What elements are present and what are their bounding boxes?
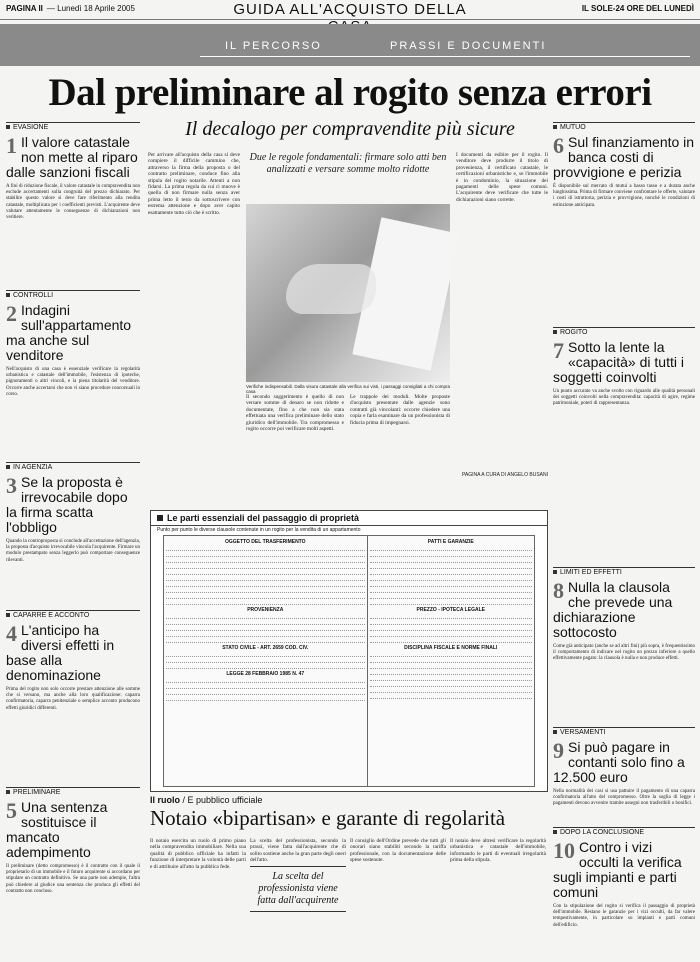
article-title: Sul finanziamento in banca costi di provvigione e perizia: [553, 134, 695, 180]
article-1: [6, 122, 140, 221]
article-body: Il preliminare (detto compromesso) è il contratto con il quale il proprietario di un immobile e il futuro acquirente si accordano per stipulare un contratto definitivo. Se una parte non adempie, l'altra può chiedere al giudice una sentenza che produca gli effetti del contratto non concluso.: [6, 864, 140, 894]
article-kicker: PRELIMINARE: [6, 787, 140, 796]
article-10: [553, 827, 695, 929]
article-4: [6, 610, 140, 712]
article-body: Prima del rogito non solo occorre prestare attenzione alle somme che si versano, ma anche alla loro qualificazione: caparra confirmatoria, caparra penitenziale o semplice acconto producono effetti giuridici differenti.: [6, 687, 140, 711]
form-section-heading: PROVENIENZA: [247, 607, 284, 613]
article-kicker: CAPARRE E ACCONTO: [6, 610, 140, 619]
article-8: [553, 567, 695, 663]
intro-subhead: Due le regole fondamentali: firmare solo atti ben analizzati e versare somme molto ridotte: [249, 152, 447, 175]
article-body: Nell'acquisto di una casa è essenziale verificare la regolarità urbanistica e catastale dell'immobile, l'esistenza di ipoteche, pignoramenti o altri vincoli, e la piena titolarità del venditore. Occorre anche accertarsi che non vi siano procedure concorsuali in corso.: [6, 367, 140, 397]
article-number: 7: [553, 338, 564, 363]
article-kicker: EVASIONE: [6, 122, 140, 131]
article-title: Nulla la clausola che prevede una dichiarazione sottocosto: [553, 579, 673, 640]
photo-hand: [286, 264, 376, 314]
article-title: Indagini sull'appartamento ma anche sul venditore: [6, 302, 132, 363]
byline: PAGINA A CURA DI ANGELO BUSANI: [461, 472, 548, 478]
deed-form-right: [368, 536, 535, 786]
notary-kicker: Il ruolo / E pubblico ufficiale: [150, 795, 263, 805]
article-title: Una sentenza sostituisce il mancato adempimento: [6, 799, 108, 860]
main-article-col-4: I documenti da esibire per il rogito. Il venditore deve produrre il titolo di provenienza, il certificato catastale, le certificazioni urbanistiche e, se l'immobile è in condominio, la situazione dei pagamenti delle spese comuni. L'acquirente deve verificare che tutte le dichiarazioni siano corrette.: [456, 152, 548, 203]
deed-form: [163, 535, 535, 787]
infobox-subtitle: Punto per punto le diverse clausole contenute in un rogito per la vendita di un appartamento: [157, 527, 361, 533]
article-body: Con la stipulazione del rogito si verifica il passaggio di proprietà dell'immobile. Restano le garanzie per i vizi occulti, da far valere tempestivamente, in particolare su impianti e parti comuni dell'edificio.: [553, 904, 695, 928]
form-section-heading: PATTI E GARANZIE: [427, 539, 474, 545]
article-body: Un punto accurato va anche svolto con riguardo alle qualità personali dei soggetti coinvolti nella compravendita: capacità di agire, regime patrimoniale, poteri di rappresentanza.: [553, 389, 695, 407]
photo-caption: Verifiche indispensabili. Dalla visura catastale alla verifica sui visti, i passaggi consigliati a chi compra casa: [246, 384, 450, 394]
infobox-title: Le parti essenziali del passaggio di proprietà: [151, 511, 547, 526]
notary-col-1: Il notaio esercita un ruolo di primo piano nella compravendita immobiliare. Nella sua qualità di pubblico ufficiale ha infatti la funzione di interpretare la volontà delle parti e di attribuire all'atto la pubblica fede.: [150, 838, 246, 870]
article-body: È disponibile sul mercato di mutui a basso tasso e a durata anche lunghissima. Prima di firmare conviene confrontare le offerte, valutare i costi di istruttoria, perizia e provvigione, nonché le condizioni di estinzione anticipata.: [553, 184, 695, 208]
article-number: 3: [6, 473, 17, 498]
article-3: [6, 462, 140, 564]
article-body: A fini di riduzione fiscale, il valore catastale in compravendita non esclude accertamenti sulla congruità del prezzo dichiarato. Per stabilire questo valore si deve fare riferimento alla rendita catastale, moltiplicata per i coefficienti previsti. L'acquirente deve valutare attentamente le conseguenze di dichiarazioni non veritiere.: [6, 184, 140, 221]
notary-title: Notaio «bipartisan» e garante di regolarità: [150, 806, 506, 830]
article-body: Come già anticipato (anche se ad altri fini) più sopra, è frequentissimo il comportamento di indicare nel rogito un prezzo inferiore a quello effettivamente pagato: la clausola è nulla e non produce effetti.: [553, 644, 695, 662]
article-number: 4: [6, 621, 17, 646]
article-2: [6, 290, 140, 398]
main-article-col-3: Le trappole dei moduli. Molte proposte d'acquisto presentate dalle agenzie sono contratti già vincolanti: occorre chiedere una copia e farla esaminare da un professionista di fiducia prima di impegnarsi.: [350, 394, 450, 426]
main-article-col-1: Per arrivare all'acquisto della casa si deve compiere il difficile cammino che, attraverso la firma della proposta o del contratto preliminare, conduce fino alla stipula del rogito notarile. Attenti a non fidarsi. La prima regola da cui ci muove è quella di non firmare nulla senza aver prima letto il testo da sottoscrivere con estrema attenzione e dopo aver capito esattamente tutto ciò che è scritto.: [148, 152, 240, 216]
article-number: 9: [553, 738, 564, 763]
article-number: 6: [553, 133, 564, 158]
article-title: Contro i vizi occulti la verifica sugli impianti e parti comuni: [553, 839, 682, 900]
deck: Il decalogo per compravendite più sicure: [185, 118, 515, 140]
banner-label-left: IL PERCORSO: [225, 40, 322, 52]
article-kicker: DOPO LA CONCLUSIONE: [553, 827, 695, 836]
article-kicker: CONTROLLI: [6, 290, 140, 299]
article-7: [553, 327, 695, 408]
form-section-heading: LEGGE 28 FEBBRAIO 1985 N. 47: [226, 671, 305, 677]
notary-col-3: Il consiglio dell'Ordine prevede che tutti gli onorari siano stabiliti secondo la tariffa professionale, con la documentazione delle spese sostenute.: [350, 838, 446, 864]
main-photo: [246, 204, 450, 382]
notary-article-head: [150, 795, 548, 831]
article-kicker: VERSAMENTI: [553, 727, 695, 736]
headline: Dal preliminare al rogito senza errori: [48, 71, 652, 114]
issue-date: — Lunedì 18 Aprile 2005: [46, 4, 135, 13]
page-number: PAGINA II — Lunedì 18 Aprile 2005: [6, 4, 135, 13]
article-title: L'anticipo ha diversi effetti in base alla denominazione: [6, 622, 115, 683]
form-section-heading: OGGETTO DEL TRASFERIMENTO: [224, 539, 306, 545]
newspaper-name: IL SOLE-24 ORE DEL LUNEDÌ: [581, 4, 694, 13]
article-6: [553, 122, 695, 209]
article-kicker: LIMITI ED EFFETTI: [553, 567, 695, 576]
notary-col-4: Il notaio deve altresì verificare la regolarità urbanistica e catastale dell'immobile, informando le parti di eventuali irregolarità prima della stipula.: [450, 838, 546, 864]
form-section-heading: PREZZO - IPOTECA LEGALE: [416, 607, 485, 613]
banner-label-right: PRASSI E DOCUMENTI: [390, 40, 547, 52]
article-kicker: ROGITO: [553, 327, 695, 336]
top-bar: [0, 0, 700, 20]
main-article-col-2: Il secondo suggerimento è quello di non versare somme di denaro se non ridotte e documentate, fino a che non sia stata effettuata una verifica preliminare dello stato giuridico dell'immobile. Tra compromesso e rogito occorre poi verificare molti aspetti.: [246, 394, 344, 433]
section-banner: [0, 24, 700, 66]
section-title: GUIDA ALL'ACQUISTO DELLA: [233, 1, 467, 18]
article-number: 2: [6, 301, 17, 326]
article-kicker: MUTUO: [553, 122, 695, 131]
article-9: [553, 727, 695, 808]
article-title: Il valore catastale non mette al riparo dalle sanzioni fiscali: [6, 134, 138, 180]
notary-col-2: La scelta del professionista, secondo la prassi, viene fatta dall'acquirente che di solito sostiene anche la gran parte degli oneri dell'atto.: [250, 838, 346, 862]
article-title: Si può pagare in contanti solo fino a 12.500 euro: [553, 739, 685, 785]
article-kicker: IN AGENZIA: [6, 462, 140, 471]
article-title: Se la proposta è irrevocabile dopo la firma scatta l'obbligo: [6, 474, 128, 535]
form-section-heading: DISCIPLINA FISCALE E NORME FINALI: [404, 645, 498, 651]
banner-rule: [200, 56, 690, 57]
notary-article-body: [150, 838, 548, 958]
article-5: [6, 787, 140, 895]
article-number: 1: [6, 133, 17, 158]
article-number: 10: [553, 838, 575, 863]
article-number: 8: [553, 578, 564, 603]
article-body: Nella normalità dei casi si usa pattuire il pagamento di una caparra confirmatoria all'atto del compromesso. Oltre la soglia di legge i pagamenti devono avvenire tramite assegni non trasferibili o bonifici.: [553, 789, 695, 807]
deed-form-left: [164, 536, 368, 786]
notary-pullquote: La scelta del professionista viene fatta dall'acquirente: [250, 866, 346, 912]
article-title: Sotto la lente la «capacità» di tutti i soggetti coinvolti: [553, 339, 684, 385]
article-number: 5: [6, 798, 17, 823]
deed-infobox: [150, 510, 548, 792]
form-section-heading: STATO CIVILE - ART. 2659 COD. CIV.: [222, 645, 309, 651]
article-body: Quando la controproposta si conclude all'accettazione dell'agenzia, la proposta d'acquisto irrevocabile vincola l'acquirente. Firmare un modulo prestampato senza leggerlo può comportare conseguenze rilevanti.: [6, 539, 140, 563]
